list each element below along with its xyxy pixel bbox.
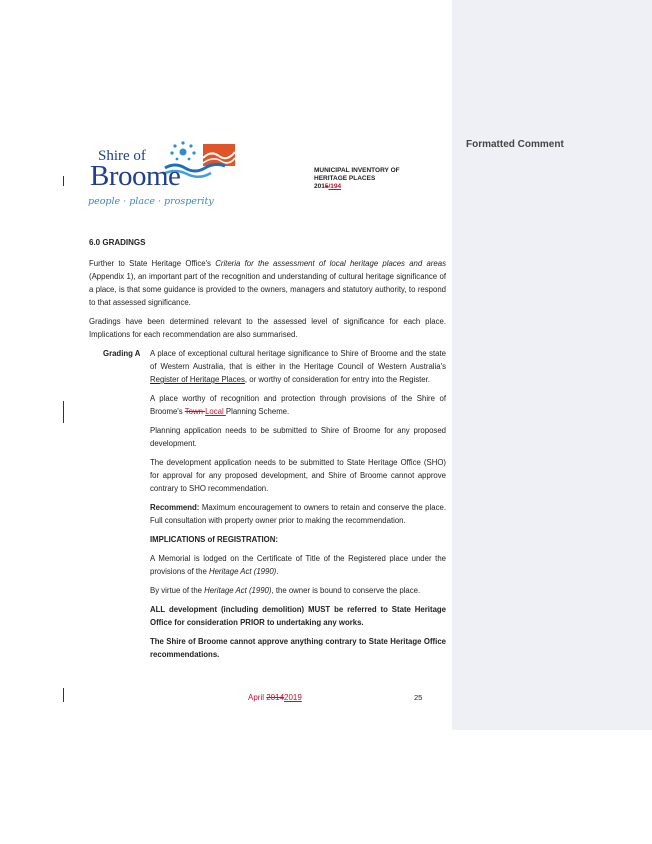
header-line-2: HERITAGE PLACES — [314, 175, 376, 182]
definition-start: A place of exceptional cultural heritage significance to Shire of Broome and the state of Western Australia, that is either in the Heritage Council of Western Australia's — [150, 349, 446, 371]
change-bar — [63, 176, 64, 186]
owner-obligation-paragraph — [150, 584, 446, 597]
logo-tagline: people · place · prosperity — [88, 196, 214, 207]
grading-a-recognition — [150, 392, 446, 418]
grading-a-definition — [150, 347, 446, 386]
logo-broome-text: Broome — [90, 160, 181, 192]
document-header — [314, 167, 400, 191]
recognition-start: A place worthy of recognition and protection through provisions of the Shire of Broome's — [150, 394, 446, 416]
grading-a-label: Grading A — [103, 349, 141, 358]
comments-pane — [452, 0, 652, 730]
header-year-inserted: /194 — [328, 183, 342, 190]
intro-text-start: Further to State Heritage Office's — [89, 259, 216, 268]
footer-date — [248, 693, 302, 702]
obligation-end: , the owner is bound to conserve the place. — [271, 586, 421, 595]
header-year — [314, 183, 400, 191]
page-number: 25 — [414, 693, 423, 702]
logo-shire-text: Shire of — [98, 148, 146, 164]
obligation-act: Heritage Act (1990) — [204, 586, 272, 595]
memorial-end: . — [276, 567, 279, 576]
header-year-prefix: 201 — [314, 183, 325, 190]
recommend-text: Maximum encouragement to owners to retain and conserve the place. Full consultation with property owner prior to making the recommendation. — [150, 503, 446, 525]
deleted-text-town: Town — [184, 407, 206, 416]
memorial-start: A Memorial is lodged on the Certificate of Title of the Registered place under the provisions of the — [150, 554, 446, 576]
register-of-heritage-places: Register of Heritage Places — [150, 375, 245, 384]
definition-end: , or worthy of consideration for entry into the Register. — [244, 375, 430, 384]
footer-year-inserted: 2019 — [284, 693, 302, 702]
intro-text-end: (Appendix 1), an important part of the recognition and understanding of cultural heritage significance of a place, is that some guidance is provided to the owners, managers and statutory authority, to respond to that assessed significance. — [89, 272, 446, 307]
memorial-act: Heritage Act (1990) — [208, 567, 277, 576]
change-bar — [63, 688, 64, 702]
change-bar — [63, 401, 64, 423]
intro-criteria-title: Criteria for the assessment of local heritage places and areas — [215, 259, 446, 268]
document-body — [89, 236, 446, 667]
recommend-label: Recommend: — [150, 503, 200, 512]
planning-application-paragraph: Planning application needs to be submitted to Shire of Broome for any proposed development. — [150, 426, 446, 448]
development-application-paragraph: The development application needs to be submitted to State Heritage Office (SHO) for approval for any proposed development, and Shire of Broome cannot approve contrary to SHO recommendation. — [150, 458, 446, 493]
gradings-paragraph: Gradings have been determined relevant to the assessed level of significance for each place. Implications for each recommendation are also summarised. — [89, 317, 446, 339]
intro-paragraph — [89, 257, 446, 309]
header-year-deleted: 5 — [324, 183, 329, 190]
header-line-1: MUNICIPAL INVENTORY OF — [314, 167, 400, 174]
section-heading: 6.0 GRADINGS — [89, 238, 146, 247]
footer-month: April — [248, 693, 267, 702]
obligation-start: By virtue of the — [150, 586, 205, 595]
shire-cannot-approve-paragraph: The Shire of Broome cannot approve anything contrary to State Heritage Office recommendations. — [150, 637, 446, 659]
referral-requirement-paragraph: ALL development (including demolition) MUST be referred to State Heritage Office for consideration PRIOR to undertaking any works. — [150, 605, 446, 627]
grading-a-block — [89, 347, 446, 667]
comment-pane-title: Formatted Comment — [466, 139, 564, 150]
memorial-paragraph — [150, 552, 446, 578]
recommend-paragraph — [150, 501, 446, 527]
footer-year-deleted: 2014 — [266, 693, 285, 702]
grading-a-body — [150, 347, 446, 667]
shire-of-broome-logo — [88, 140, 238, 212]
recognition-end: Planning Scheme. — [225, 407, 290, 416]
inserted-text-local: Local — [205, 407, 226, 416]
implications-heading: IMPLICATIONS of REGISTRATION: — [150, 535, 278, 544]
